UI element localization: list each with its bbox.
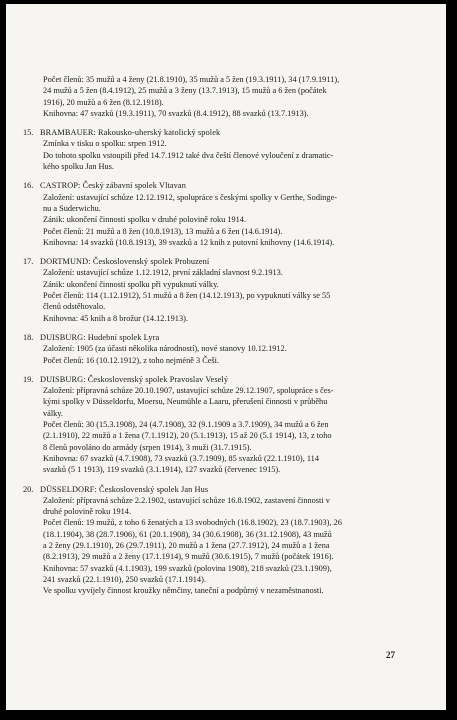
text-line: (18.1.1904), 38 (28.7.1906), 61 (20.1.1908), 34 (30.6.1908), 36 (31.12.1908), 43 mužů bbox=[43, 529, 332, 539]
text-line: Založení: 1905 (za účasti několika národností), nové stanovy 10.12.1912. bbox=[43, 344, 287, 354]
text-line: Knihovna: 14 svazků (10.8.1913), 39 svazků a 12 knih z putovní knihovny (14.6.1914). bbox=[43, 237, 335, 247]
text-line: Zánik: ukončení činnosti spolku v druhé polovině roku 1914. bbox=[43, 215, 247, 225]
entry-number: 19. bbox=[23, 374, 34, 384]
text-line: Založení: ustavující schůze 1.12.1912, první základní slavnost 9.2.1913. bbox=[43, 268, 283, 278]
text-line: 8 členů povoláno do armády (srpen 1914), 3 muži (31.7.1915). bbox=[43, 442, 252, 452]
text-line: Počet členů: 16 (10.12.1912), z toho nejméně 3 Češi. bbox=[43, 355, 220, 365]
entry-number: 17. bbox=[23, 257, 34, 267]
page-content bbox=[23, 74, 428, 596]
entry-heading bbox=[23, 374, 428, 385]
entry-19 bbox=[23, 374, 428, 476]
document-page bbox=[6, 4, 446, 710]
entry-17 bbox=[23, 256, 428, 324]
text-line: svazků (5 1 1913), 119 svazků (3.1.1914), 127 svazků (červenec 1915). bbox=[43, 465, 281, 475]
entry-title: BRAMBAUER: Rakousko-uherský katolický spolek bbox=[40, 128, 221, 138]
entry-heading bbox=[23, 256, 428, 267]
entry-heading bbox=[23, 180, 428, 191]
text-line: Počet členů: 35 mužů a 4 ženy (21.8.1910), 35 mužů a 5 žen (19.3.1911), 34 (17.9.1911), bbox=[43, 75, 340, 84]
text-line: (2.1.1910), 22 mužů a 1 žena (7.1.1912), 20 (5.1.1913), 15 až 20 (5.1 1914), 13, z toho bbox=[43, 431, 332, 441]
entry-number: 18. bbox=[23, 332, 34, 342]
entry-title: DUISBURG: Československý spolek Pravoslav Veselý bbox=[40, 374, 229, 384]
text-line: nu a Suderwichu. bbox=[43, 203, 101, 213]
entry-heading bbox=[23, 484, 428, 495]
entry-body bbox=[23, 385, 428, 475]
entry-body bbox=[23, 343, 428, 366]
text-line: Zmínka v tisku o spolku: srpen 1912. bbox=[43, 139, 167, 149]
entry-18 bbox=[23, 332, 428, 366]
text-line: 241 svazků (22.1.1910), 250 svazků (17.1.1914). bbox=[43, 574, 206, 584]
text-line: Počet členů: 114 (1.12.1912), 51 mužů a 8 žen (14.12.1913), po vypuknutí války se 55 bbox=[43, 291, 331, 301]
entry-16 bbox=[23, 180, 428, 248]
text-line: Založení: přípravná schůze 20.10.1907, ustavující schůze 29.12.1907, spolupráce s čes- bbox=[43, 386, 334, 396]
text-line: kými spolky v Düsseldorfu, Moersu, Neumühle a Laaru, přerušení činnosti v průběhu bbox=[43, 397, 328, 407]
entry-20 bbox=[23, 484, 428, 597]
text-line: Zánik: ukončení činnosti spolku při vypuknutí války. bbox=[43, 279, 219, 289]
text-line: Počet členů: 19 mužů, z toho 6 ženatých a 13 svobodných (16.8.1902), 23 (18.7.1903), 26 bbox=[43, 518, 342, 528]
text-line: Knihovna: 47 svazků (19.3.1911), 70 svazků (8.4.1912), 88 svazků (13.7.1913). bbox=[43, 108, 309, 118]
entry-number: 20. bbox=[23, 484, 34, 494]
entry-body bbox=[23, 138, 428, 172]
entry-heading bbox=[23, 332, 428, 343]
text-line: Knihovna: 67 svazků (4.7.1908), 73 svazků (3.7.1909), 85 svazků (22.1.1910), 114 bbox=[43, 453, 319, 463]
text-line: Založení: přípravná schůze 2.2.1902, ustavující schůze 16.8.1902, zastavení činnosti v bbox=[43, 495, 330, 505]
text-line: Do tohoto spolku vstoupili před 14.7.1912 také dva čeští členové vyloučení z dramatic- bbox=[43, 150, 334, 160]
entry-body bbox=[23, 495, 428, 597]
entry-body bbox=[23, 267, 428, 323]
text-line: Knihovna: 45 knih a 8 brožur (14.12.1913). bbox=[43, 313, 188, 323]
text-line: Ve spolku vyvíjely činnost kroužky němčiny, taneční a podpůrný v nezaměstnanosti. bbox=[43, 586, 324, 596]
page-number: 27 bbox=[386, 650, 395, 660]
entry-title: CASTROP: Český zábavní spolek Vltavan bbox=[40, 181, 186, 191]
entry-title: DORTMUND: Československý spolek Probuzení bbox=[40, 257, 210, 267]
entry-15 bbox=[23, 127, 428, 172]
text-line: (8.2.1913), 29 mužů a 2 ženy (17.1.1914), 9 mužů (30.6.1915), 7 mužů (počátek 1916). bbox=[43, 552, 334, 562]
entry-heading bbox=[23, 127, 428, 138]
text-line: Knihovna: 57 svazků (4.1.1903), 199 svazků (polovina 1908), 218 svazků (23.1.1909), bbox=[43, 563, 332, 573]
text-line: a 2 ženy (29.1.1910), 26 (29.7.1911), 20 mužů a 1 žena (27.7.1912), 24 mužů a 1 žena bbox=[43, 540, 330, 550]
text-line: Založení: ustavující schůze 12.12.1912, spolupráce s českými spolky v Gerthe, Sodinge- bbox=[43, 192, 338, 202]
text-line: Počet členů: 30 (15.3.1908), 24 (4.7.1908), 32 (9.1.1909 a 3.7.1909), 34 mužů a 6 žen bbox=[43, 420, 329, 430]
text-line: 24 mužů a 5 žen (8.4.1912), 25 mužů a 3 ženy (13.7.1913), 15 mužů a 6 žen (počátek bbox=[43, 86, 327, 96]
text-line: 1916), 20 mužů a 6 žen (8.12.1918). bbox=[43, 97, 164, 107]
text-line: války. bbox=[43, 408, 63, 418]
entry-body bbox=[23, 192, 428, 248]
text-line: druhé polovině roku 1914. bbox=[43, 507, 132, 517]
entry-title: DÜSSELDORF: Československý spolek Jan Hus bbox=[40, 484, 209, 494]
entry-title: DUISBURG: Hudební spolek Lyra bbox=[40, 332, 160, 342]
entry-number: 16. bbox=[23, 181, 34, 191]
intro-block bbox=[23, 74, 428, 119]
entry-number: 15. bbox=[23, 128, 34, 138]
text-line: členů odstěhovalo. bbox=[43, 302, 106, 312]
text-line: Počet členů: 21 mužů a 8 žen (10.8.1913), 13 mužů a 6 žen (14.6.1914). bbox=[43, 226, 283, 236]
text-line: kého spolku Jan Hus. bbox=[43, 162, 114, 172]
